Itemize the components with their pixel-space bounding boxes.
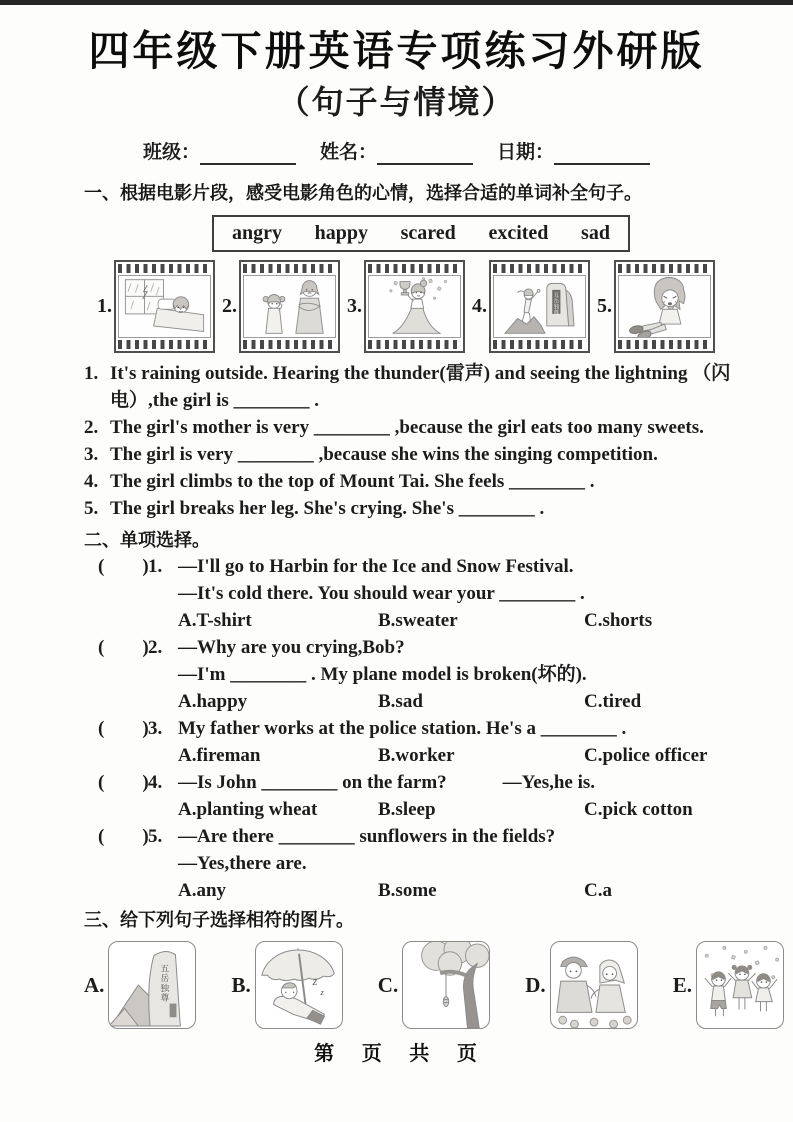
mcq-question-5 [98, 823, 767, 904]
sentence-text: The girl breaks her leg. She's crying. She's ________ . [110, 498, 545, 520]
children-celebrating-confetti-picture [696, 941, 784, 1029]
mcq-question-3 [98, 715, 767, 769]
film-sprocket-strip [368, 340, 461, 349]
name-label: 姓名： [319, 142, 377, 164]
film-sprocket-strip [243, 340, 336, 349]
sentence-text: The girl is very ________ ,because she wins the singing competition. [110, 444, 658, 466]
sentence-text: It's raining outside. Hearing the thunder(雷声) and seeing the lightning （闪电）,the girl is ________ . [110, 363, 731, 412]
film-sprocket-strip [243, 264, 336, 273]
mount-tai-stone-marker-picture [108, 941, 196, 1029]
film-unit-2 [215, 260, 340, 353]
picture-option-b [231, 941, 342, 1029]
girl-scared-in-bed-storm-picture [118, 275, 211, 338]
section3-heading: 三、给下列句子选择相符的图片。 [84, 910, 354, 931]
option-b: B.worker [378, 745, 455, 767]
section2-questions [84, 553, 767, 904]
option-a: A.any [178, 880, 227, 902]
girl-with-trophy-confetti-picture [368, 275, 461, 338]
svg-text:独: 独 [553, 304, 560, 311]
svg-text:岳: 岳 [553, 298, 560, 305]
picture-label: B. [231, 972, 251, 997]
picture-option-d [525, 941, 637, 1029]
class-blank-line [200, 144, 296, 165]
option-a: A.T-shirt [178, 610, 252, 632]
mcq-question-4 [98, 769, 767, 823]
word-bank-word: scared [400, 222, 456, 245]
question-reply: —Yes,he is. [502, 772, 596, 794]
picture-option-e [673, 941, 784, 1029]
sentence-number: 5. [84, 498, 99, 520]
tree-with-hanging-worm-picture [402, 941, 490, 1029]
worksheet-content [0, 180, 793, 1029]
sentence-item [84, 441, 776, 468]
svg-text:尊: 尊 [553, 310, 560, 317]
question-line: —I'll go to Harbin for the Ice and Snow Festival. [178, 556, 574, 578]
sentence-text: The girl's mother is very ________ ,because the girl eats too many sweets. [110, 417, 704, 439]
question-line: My father works at the police station. He's a ________ . [178, 718, 627, 740]
option-c: C.tired [584, 691, 642, 713]
angry-mother-girl-eating-sweets-picture [243, 275, 336, 338]
scan-top-edge-bar [0, 0, 793, 5]
question-line: —Are there ________ sunflowers in the fields? [178, 826, 556, 848]
option-a: A.fireman [178, 745, 261, 767]
svg-text:独: 独 [160, 983, 170, 994]
film-frame-4 [489, 260, 590, 353]
film-frame-1 [114, 260, 215, 353]
film-sprocket-strip [618, 264, 711, 273]
option-c: C.shorts [584, 610, 653, 632]
option-a: A.happy [178, 691, 248, 713]
question-number: 1. [148, 556, 163, 578]
sentence-number: 3. [84, 444, 99, 466]
svg-text:z: z [312, 975, 317, 989]
film-sprocket-strip [618, 340, 711, 349]
answer-bracket: ( ) [98, 556, 149, 578]
section1-heading: 一、根据电影片段，感受电影角色的心情，选择合适的单词补全句子。 [84, 183, 642, 204]
person-sleeping-under-umbrella-picture [255, 941, 343, 1029]
word-bank-word: sad [581, 222, 610, 245]
film-strip-row [84, 260, 767, 353]
sentence-item [84, 414, 776, 441]
sentence-number: 1. [84, 363, 99, 385]
film-sprocket-strip [368, 264, 461, 273]
question-number: 5. [148, 826, 163, 848]
class-field [143, 141, 296, 165]
question-line: —Why are you crying,Bob? [178, 637, 405, 659]
date-label: 日期： [497, 142, 555, 164]
svg-text:五: 五 [553, 292, 560, 299]
name-blank-line [377, 144, 473, 165]
date-blank-line [554, 144, 650, 165]
option-b: B.sweater [378, 610, 458, 632]
question-line: —I'm ________ . My plane model is broken(坏的). [178, 664, 587, 686]
girl-crying-broken-leg-picture [618, 275, 711, 338]
film-number: 3. [347, 295, 362, 318]
film-number: 5. [597, 295, 612, 318]
sentence-number: 2. [84, 417, 99, 439]
sentence-number: 4. [84, 471, 99, 493]
question-number: 4. [148, 772, 163, 794]
name-field [320, 141, 473, 165]
svg-text:五: 五 [160, 963, 170, 974]
class-label: 班级： [142, 142, 200, 164]
girl-on-mount-tai-stone-picture [493, 275, 586, 338]
film-number: 1. [97, 295, 112, 318]
elderly-couple-with-flowers-picture [550, 941, 638, 1029]
picture-label: C. [377, 972, 399, 997]
question-number: 3. [148, 718, 163, 740]
film-unit-4 [465, 260, 590, 353]
picture-option-c [378, 941, 490, 1029]
film-frame-2 [239, 260, 340, 353]
sentence-item [84, 468, 776, 495]
film-sprocket-strip [118, 340, 211, 349]
mcq-question-1 [98, 553, 767, 634]
page-footer: 第 页 共 页 [314, 1043, 479, 1066]
picture-option-a [84, 941, 196, 1029]
film-unit-3 [340, 260, 465, 353]
picture-label: D. [525, 972, 546, 997]
svg-text:z: z [320, 987, 324, 998]
mcq-question-2 [98, 634, 767, 715]
film-sprocket-strip [493, 264, 586, 273]
answer-bracket: ( ) [98, 826, 149, 848]
word-bank-word: happy [314, 222, 368, 245]
option-c: C.police officer [584, 745, 708, 767]
question-number: 2. [148, 637, 163, 659]
film-number: 2. [222, 295, 237, 318]
option-a: A.planting wheat [178, 799, 318, 821]
question-line: —Yes,there are. [178, 853, 307, 875]
question-line: —Is John ________ on the farm? [178, 772, 447, 794]
page-title: 四年级下册英语专项练习外研版 [88, 28, 705, 74]
sentence-text: The girl climbs to the top of Mount Tai. She feels ________ . [110, 471, 595, 493]
sentence-item [84, 495, 776, 522]
section1-sentences [84, 360, 776, 522]
sentence-item [84, 360, 776, 414]
option-b: B.sad [378, 691, 423, 713]
option-c: C.pick cotton [584, 799, 693, 821]
word-bank-box [212, 215, 630, 252]
page-subtitle: （句子与情境） [277, 84, 516, 121]
film-sprocket-strip [118, 264, 211, 273]
word-bank-word: excited [488, 222, 549, 245]
film-frame-5 [614, 260, 715, 353]
option-b: B.sleep [378, 799, 436, 821]
student-info-row [0, 141, 793, 165]
film-unit-1 [84, 260, 215, 353]
film-number: 4. [472, 295, 487, 318]
svg-text:尊: 尊 [160, 992, 170, 1003]
date-field [497, 141, 650, 165]
option-b: B.some [378, 880, 437, 902]
word-bank-word: angry [232, 222, 282, 245]
picture-label: A. [84, 972, 105, 997]
answer-bracket: ( ) [98, 718, 149, 740]
section3-picture-options [84, 941, 784, 1029]
question-line: —It's cold there. You should wear your ________ . [178, 583, 585, 605]
film-unit-5 [590, 260, 715, 353]
option-c: C.a [584, 880, 612, 902]
section2-heading: 二、单项选择。 [84, 530, 210, 551]
answer-bracket: ( ) [98, 772, 149, 794]
film-frame-3 [364, 260, 465, 353]
picture-label: E. [672, 972, 692, 997]
svg-text:岳: 岳 [160, 973, 170, 984]
answer-bracket: ( ) [98, 637, 149, 659]
film-sprocket-strip [493, 340, 586, 349]
